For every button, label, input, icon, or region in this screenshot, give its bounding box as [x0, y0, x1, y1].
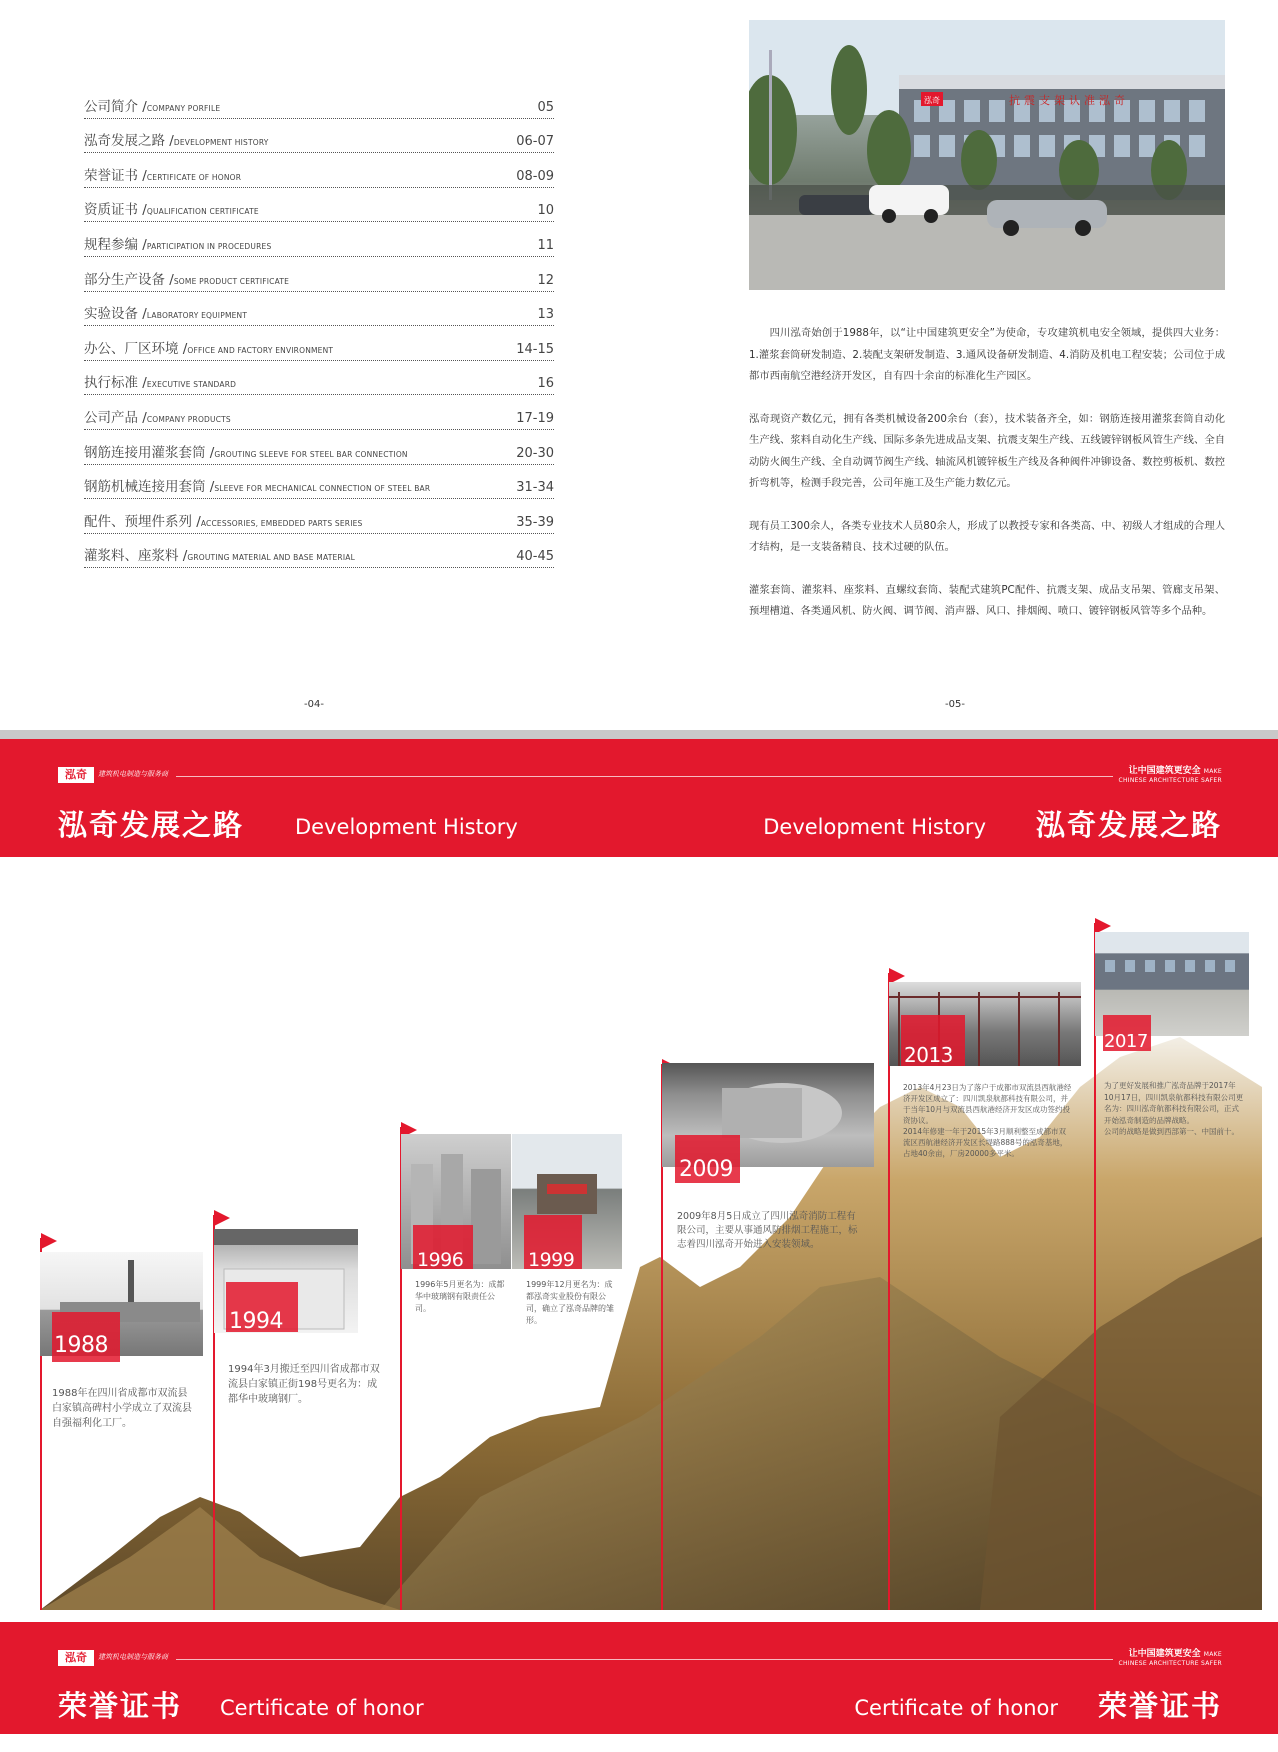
toc-title-en: PARTICIPATION IN PROCEDURES [146, 241, 272, 251]
toc-row[interactable] [84, 222, 554, 257]
section-title-en-left: Certificate of honor [220, 1696, 424, 1720]
toc-row[interactable] [84, 153, 554, 188]
toc-page-number: 20-30 [516, 445, 554, 461]
toc-title-en: OFFICE AND FACTORY ENVIRONMENT [187, 345, 334, 355]
toc-page-number: 16 [537, 376, 554, 392]
section-title-en-right: Development History [763, 815, 986, 839]
toc-page-number: 17-19 [516, 410, 554, 426]
timeline-text: 1996年5月更名为：成都华中玻璃钢有限责任公司。 [415, 1280, 505, 1313]
brand-tagline: 建筑机电制造与服务商 [98, 770, 168, 778]
intro-paragraph: 四川泓奇始创于1988年，以“让中国建筑更安全”为使命，专攻建筑机电安全领域，提供四大业务：1.灌浆套筒研发制造、2.装配支架研发制造、3.通风设备研发制造、4.消防及机电工程安装；公司位于成都市西南航空港经济开发区，自有四十余亩的标准化生产园区。 [749, 327, 1225, 382]
photo-sign-text: 抗震支架认准泓奇 [1009, 94, 1129, 107]
timeline-pole [888, 973, 890, 1610]
year-label: 2013 [904, 1043, 953, 1067]
toc-title-cn: 公司产品 [84, 409, 138, 426]
timeline-text-part: 公司的战略是做到西部第一、中国前十。 [1104, 1127, 1239, 1136]
section-title-cn-left: 泓奇发展之路 [58, 808, 245, 842]
intro-paragraph: 现有员工300余人，各类专业技术人员80余人，形成了以教授专家和各类高、中、初级人才组成的合理人才结构，是一支装备精良、技术过硬的队伍。 [749, 519, 1225, 553]
toc-title-cn: 配件、预埋件系列 [84, 513, 192, 530]
toc-label: 执行标准 /EXECUTIVE STANDARD [84, 375, 237, 392]
slogan [1118, 767, 1222, 785]
toc-title-en: QUALIFICATION CERTIFICATE [146, 207, 259, 217]
timeline-text: 1994年3月搬迁至四川省成都市双流县白家镇正街198号更名为：成都华中玻璃钢厂。 [228, 1364, 380, 1405]
year-label: 1994 [229, 1309, 283, 1334]
intro-paragraph: 灌浆套筒、灌浆料、座浆料、直螺纹套筒、装配式建筑PC配件、抗震支架、成品支吊架、管廊支吊架、预埋槽道、各类通风机、防火阀、调节阀、消声器、风口、排烟阀、喷口、镀锌钢板风管等多个品种。 [749, 583, 1225, 617]
factory-photo [749, 20, 1225, 290]
timeline-text-part: 2013年4月23日为了落户于成都市双流县西航港经济开发区成立了：四川凯泉航都科技有限公司，并于当年10月与双流县西航港经济开发区成功签约投资协议。 [903, 1083, 1072, 1125]
company-intro [749, 323, 1225, 644]
slogan-cn: 让中国建筑更安全 [1128, 766, 1201, 776]
toc-row[interactable] [84, 499, 554, 534]
toc-title-en: ACCESSORIES, EMBEDDED PARTS SERIES [200, 518, 363, 528]
timeline-text: 2009年8月5日成立了四川泓奇消防工程有限公司，主要从事通风防排烟工程施工，标志着四川泓奇开始进入安装领域。 [677, 1211, 858, 1250]
toc-page-number: 35-39 [516, 514, 554, 530]
toc-label: 钢筋机械连接用套筒 /SLEEVE FOR MECHANICAL CONNECTION OF STEEL BAR [84, 479, 431, 496]
toc-label: 公司产品 /COMPANY PRODUCTS [84, 409, 231, 426]
timeline-area [0, 857, 1278, 1610]
timeline-text-part: 为了更好发展和推广泓奇品牌于2017年10月17日，四川凯泉航都科技有限公司更名为：四川泓奇航都科技有限公司，正式开始泓奇制造的品牌战略。 [1104, 1081, 1244, 1125]
toc-row[interactable] [84, 84, 554, 119]
mountain-illustration [0, 857, 1278, 1610]
development-history-banner [0, 739, 1278, 857]
toc-row[interactable] [84, 465, 554, 500]
toc-title-en: SLEEVE FOR MECHANICAL CONNECTION OF STEEL BAR [214, 484, 431, 494]
section-title-cn-right: 荣誉证书 [1097, 1689, 1222, 1723]
flag-icon [214, 1210, 230, 1226]
toc-title-cn: 办公、厂区环境 [84, 340, 179, 357]
toc-page-number: 14-15 [516, 341, 554, 357]
toc-row[interactable] [84, 534, 554, 569]
section-title-en-right: Certificate of honor [854, 1696, 1058, 1720]
toc-title-en: GROUTING MATERIAL AND BASE MATERIAL [187, 553, 355, 563]
toc-title-en: CERTIFICATE OF HONOR [146, 172, 242, 182]
year-label: 2009 [679, 1157, 733, 1182]
page-number-right: -05- [945, 699, 965, 710]
section-title-cn-left: 荣誉证书 [58, 1689, 183, 1723]
toc-page-number: 12 [537, 272, 554, 288]
toc-title-cn: 钢筋连接用灌浆套筒 [84, 444, 206, 461]
toc-page-number: 10 [537, 203, 554, 219]
page-divider [0, 730, 1278, 739]
year-label: 2017 [1104, 1031, 1148, 1052]
toc-label: 灌浆料、座浆料 /GROUTING MATERIAL AND BASE MATERIAL [84, 548, 355, 565]
toc-row[interactable] [84, 395, 554, 430]
year-label: 1988 [54, 1333, 108, 1358]
timeline-text: 1999年12月更名为：成都泓奇实业股份有限公司，确立了泓奇品牌的雏形。 [526, 1280, 614, 1325]
toc-page-number: 08-09 [516, 168, 554, 184]
toc-row[interactable] [84, 119, 554, 154]
slogan-en: CHINESE ARCHITECTURE SAFER [1118, 1660, 1222, 1667]
toc-title-cn: 规程参编 [84, 236, 138, 253]
toc-label: 荣誉证书 /CERTIFICATE OF HONOR [84, 167, 242, 184]
banner-rule [176, 1659, 1113, 1660]
toc-title-en: EXECUTIVE STANDARD [146, 380, 237, 390]
toc-title-cn: 部分生产设备 [84, 271, 165, 288]
toc-label: 办公、厂区环境 /OFFICE AND FACTORY ENVIRONMENT [84, 340, 334, 357]
flag-icon [41, 1233, 57, 1249]
slogan-en-make: MAKE [1203, 768, 1222, 775]
table-of-contents [84, 84, 554, 568]
toc-title-en: SOME PRODUCT CERTIFICATE [173, 276, 290, 286]
timeline-text: 1988年在四川省成都市双流县白家镇高碑村小学成立了双流县自强福利化工厂。 [52, 1388, 192, 1429]
slogan-en-make: MAKE [1203, 1651, 1222, 1658]
toc-label: 部分生产设备 /SOME PRODUCT CERTIFICATE [84, 271, 290, 288]
toc-page-number: 13 [537, 307, 554, 323]
toc-page-number: 05 [537, 99, 554, 115]
toc-label: 资质证书 /QUALIFICATION CERTIFICATE [84, 202, 259, 219]
toc-title-cn: 钢筋机械连接用套筒 [84, 479, 206, 496]
toc-title-en: LABORATORY EQUIPMENT [146, 311, 248, 321]
brand-logo: 泓奇 [58, 767, 94, 783]
timeline-text [903, 1082, 1073, 1159]
toc-title-en: COMPANY PORFILE [146, 103, 221, 113]
intro-paragraph: 泓奇现资产数亿元，拥有各类机械设备200余台（套），技术装备齐全，如：钢筋连接用灌浆套筒自动化生产线、浆料自动化生产线、国际多条先进成品支架、抗震支架生产线、五线镀锌钢板风管生产线、全自动防火阀生产线、全自动调节阀生产线、轴流风机镀锌板生产线及各种阀件冲铆设备、数控剪板机、数控折弯机等，检测手段完善，公司年施工及生产能力数亿元。 [749, 412, 1225, 489]
toc-page-number: 40-45 [516, 549, 554, 565]
slogan [1118, 1650, 1222, 1668]
toc-title-cn: 灌浆料、座浆料 [84, 548, 179, 565]
page-number-left: -04- [304, 699, 324, 710]
year-label: 1996 [417, 1249, 464, 1271]
toc-row[interactable] [84, 361, 554, 396]
page-bottom [0, 1734, 1278, 1752]
toc-row[interactable] [84, 326, 554, 361]
toc-title-cn: 资质证书 [84, 202, 138, 219]
section-title-en-left: Development History [295, 815, 518, 839]
toc-label: 公司简介 /COMPANY PORFILE [84, 98, 221, 115]
toc-title-cn: 实验设备 [84, 306, 138, 323]
toc-page-number: 31-34 [516, 480, 554, 496]
toc-label: 实验设备 /LABORATORY EQUIPMENT [84, 306, 248, 323]
slogan-cn: 让中国建筑更安全 [1128, 1649, 1201, 1659]
toc-title-cn: 荣誉证书 [84, 167, 138, 184]
toc-label: 规程参编 /PARTICIPATION IN PROCEDURES [84, 236, 272, 253]
timeline-text [1104, 1080, 1244, 1138]
banner-rule [176, 776, 1113, 777]
toc-title-en: GROUTING SLEEVE FOR STEEL BAR CONNECTION [214, 449, 408, 459]
toc-label: 钢筋连接用灌浆套筒 /GROUTING SLEEVE FOR STEEL BAR CONNECTION [84, 444, 408, 461]
toc-title-en: COMPANY PRODUCTS [146, 414, 231, 424]
toc-title-cn: 泓奇发展之路 [84, 133, 165, 150]
certificate-banner [0, 1622, 1278, 1734]
toc-title-en: DEVELOPMENT HISTORY [173, 138, 269, 148]
slogan-en: CHINESE ARCHITECTURE SAFER [1118, 777, 1222, 784]
toc-row[interactable] [84, 188, 554, 223]
toc-page-number: 06-07 [516, 134, 554, 150]
toc-row[interactable] [84, 257, 554, 292]
photo-sign-logo: 泓奇 [924, 96, 940, 105]
toc-row[interactable] [84, 430, 554, 465]
toc-title-cn: 公司简介 [84, 98, 138, 115]
toc-title-cn: 执行标准 [84, 375, 138, 392]
toc-row[interactable] [84, 292, 554, 327]
brand-tagline: 建筑机电制造与服务商 [98, 1653, 168, 1661]
brand-logo: 泓奇 [58, 1650, 94, 1666]
toc-label: 泓奇发展之路 /DEVELOPMENT HISTORY [84, 133, 269, 150]
section-title-cn-right: 泓奇发展之路 [1035, 808, 1222, 842]
year-label: 1999 [528, 1249, 575, 1271]
toc-label: 配件、预埋件系列 /ACCESSORIES, EMBEDDED PARTS SERIES [84, 513, 363, 530]
toc-page-number: 11 [537, 237, 554, 253]
timeline-text-part: 2014年修建一年于2015年3月顺利整至成都市双流区西航港经济开发区长堤路888号的泓奇基地，占地40余亩，厂房20000多平米。 [903, 1127, 1068, 1158]
